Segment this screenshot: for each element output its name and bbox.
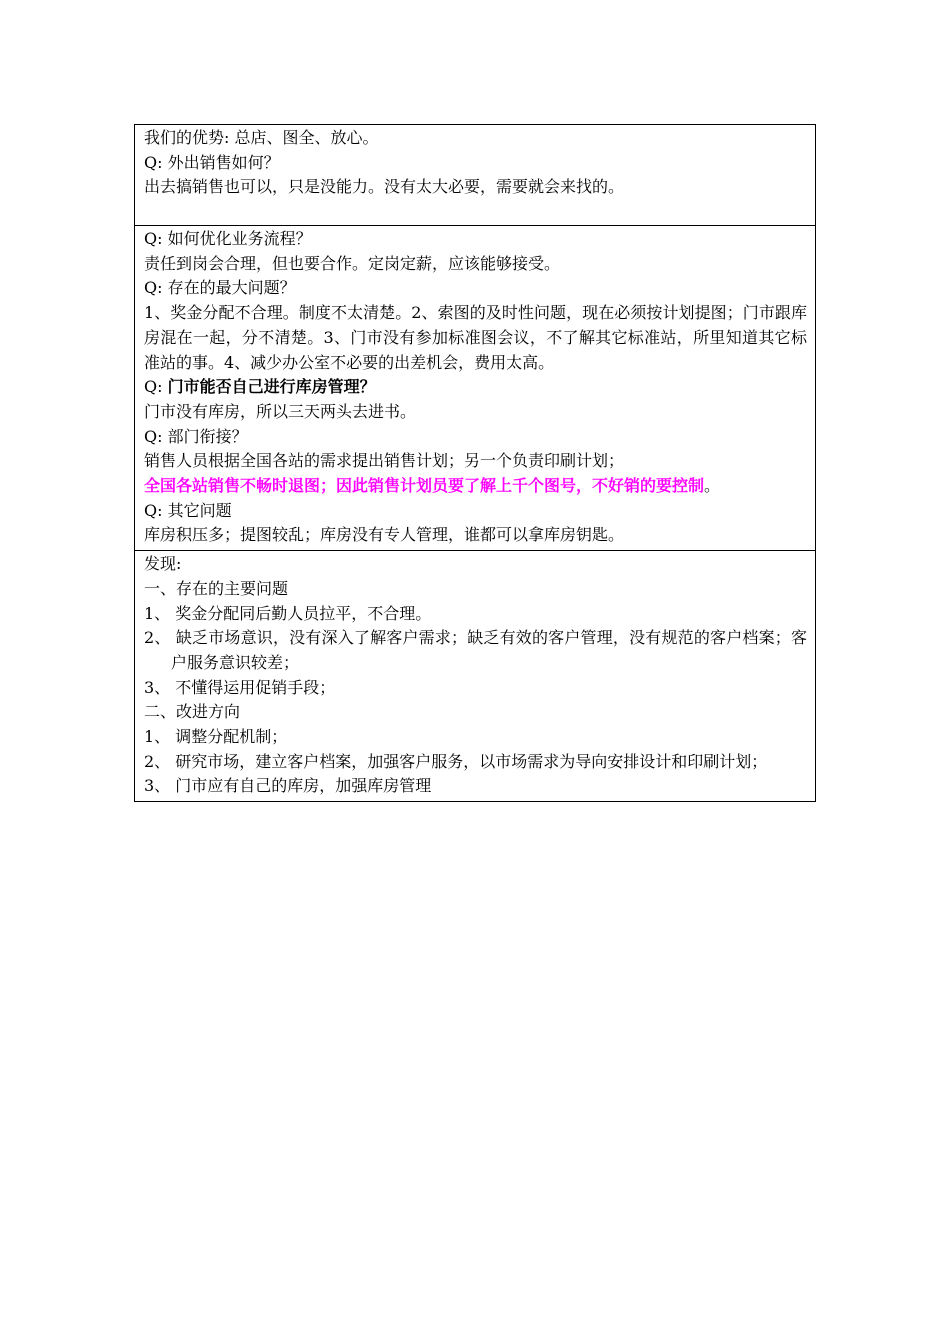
answer-department: 销售人员根据全国各站的需求提出销售计划；另一个负责印刷计划； [144,451,625,471]
answer-outside-sales: 出去搞销售也可以，只是没能力。没有太大必要，需要就会来找的。 [144,177,625,197]
section-findings-cell [135,551,816,802]
problem-item: 3、 不懂得运用促销手段； [144,677,336,697]
question-department: Q: 部门衔接？ [144,426,248,446]
problem-item: 2、 缺乏市场意识，没有深入了解客户需求；缺乏有效的客户管理，没有规范的客户档案；客户服务意识较差； [144,628,807,672]
findings-heading: 发现: [144,554,182,574]
table-row [135,551,816,802]
question-optimize: Q: 如何优化业务流程？ [144,229,312,248]
answer-optimize: 责任到岗会合理，但也要合作。定岗定薪，应该能够接受。 [144,253,561,273]
table-row [135,226,816,551]
advantages-text: 我们的优势: 总店、图全、放心。 [144,128,379,147]
interview-notes-table [134,124,816,802]
table-row [135,125,816,226]
problems-heading: 一、存在的主要问题 [144,578,289,598]
highlight-text: 全国各站销售不畅时退图；因此销售计划员要了解上千个图号，不好销的要控制 [144,476,705,496]
improvement-item: 1、 调整分配机制； [144,727,288,747]
answer-store-warehouse: 门市没有库房，所以三天两头去进书。 [144,401,417,421]
improvements-heading: 二、改进方向 [144,702,241,722]
section-questions-cell [135,226,816,551]
answer-biggest-problem: 1、奖金分配不合理。制度不太清楚。2、索图的及时性问题，现在必须按计划提图；门市跟库房混在一起，分不清楚。3、门市没有参加标准图会议，不了解其它标准站，所里知道其它标准站的事。4、减少办公室不必要的出差机会，费用太高。 [144,303,807,372]
question-other: Q: 其它问题 [144,500,232,520]
highlighted-note [144,474,807,499]
question-outside-sales: Q: 外出销售如何？ [144,152,280,172]
problem-item: 1、 奖金分配同后勤人员拉平，不合理。 [144,603,432,623]
question-prefix: Q: [144,377,168,397]
question-biggest-problem: Q: 存在的最大问题？ [144,278,296,298]
answer-other: 库房积压多；提图较乱；库房没有专人管理，谁都可以拿库房钥匙。 [144,525,625,545]
highlight-end: 。 [704,476,721,496]
improvement-item: 3、 门市应有自己的库房，加强库房管理 [144,776,432,796]
section-advantages-cell [135,125,816,226]
question-store-warehouse [144,375,807,400]
improvement-item: 2、 研究市场，建立客户档案，加强客户服务，以市场需求为导向安排设计和印刷计划； [144,751,768,771]
question-store-bold: 门市能否自己进行库房管理？ [167,377,376,397]
